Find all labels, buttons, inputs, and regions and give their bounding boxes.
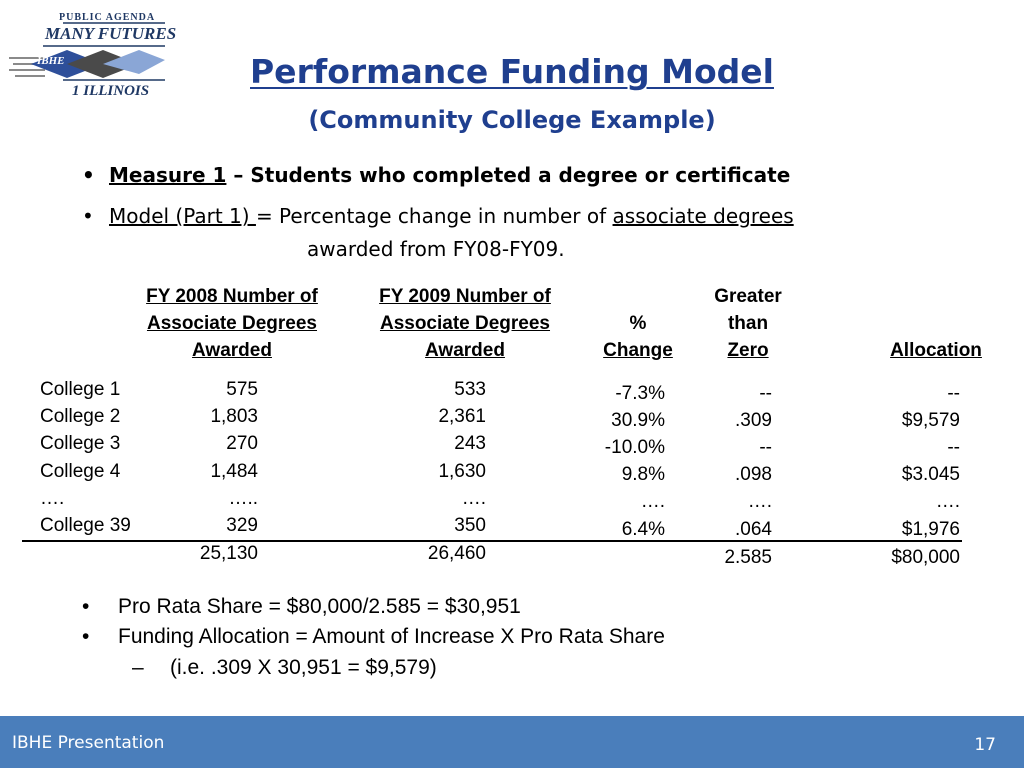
fy09-value: 243 — [454, 433, 486, 454]
header-fy2008 — [117, 283, 347, 364]
fy09-value: …. — [461, 488, 486, 509]
fy08-value: 1,803 — [210, 406, 258, 427]
fy08-value: 1,484 — [210, 461, 258, 482]
allocation-value: -- — [947, 383, 960, 404]
bullet-dot: • — [82, 625, 90, 648]
pct-change-value: 30.9% — [611, 410, 665, 431]
pct-change-value: -10.0% — [604, 437, 665, 458]
allocation-total: $80,000 — [891, 547, 960, 568]
fy08-value: 329 — [226, 515, 258, 536]
greater-than-zero-value: -- — [759, 437, 772, 458]
pct-change-value: …. — [640, 491, 665, 512]
measure-label: Measure 1 — [109, 163, 227, 187]
fy08-value: 270 — [226, 433, 258, 454]
header-greater-line1: Greater — [714, 286, 782, 307]
header-fy2009-line1: FY 2009 Number of — [379, 286, 551, 307]
header-fy2008-line2: Associate Degrees — [146, 313, 318, 334]
allocation-value: $9,579 — [901, 410, 960, 431]
bullet-measure — [82, 163, 791, 187]
logo-text-illinois: 1 ILLINOIS — [72, 83, 150, 99]
model-text-continued: awarded from FY08-FY09. — [307, 237, 565, 261]
pct-change-value: -7.3% — [615, 383, 665, 404]
greater-than-zero-total: 2.585 — [724, 547, 772, 568]
slide-number: 17 — [974, 735, 996, 755]
greater-than-zero-value: .064 — [735, 519, 772, 540]
fy09-value: 2,361 — [438, 406, 486, 427]
college-name: College 1 — [40, 379, 121, 400]
allocation-value: …. — [935, 491, 960, 512]
header-pct-line2: Change — [603, 340, 673, 361]
college-name: College 2 — [40, 406, 121, 427]
header-greater-line2: than — [727, 313, 769, 334]
header-fy2008-line1: FY 2008 Number of — [146, 286, 318, 307]
greater-than-zero-value: -- — [759, 383, 772, 404]
model-label: Model (Part 1) — [109, 204, 256, 228]
header-pct-change — [588, 310, 688, 364]
note-pro-rata — [82, 595, 521, 619]
note-example — [132, 656, 437, 680]
header-pct-line1: % — [629, 313, 647, 334]
header-greater-than-zero — [698, 283, 798, 364]
header-greater-line3: Zero — [727, 340, 769, 361]
fy09-total: 26,460 — [427, 543, 486, 564]
logo-text-agenda: PUBLIC AGENDA — [59, 12, 156, 23]
bullet-model — [82, 204, 794, 228]
allocation-value: $3.045 — [901, 464, 960, 485]
fy09-value: 1,630 — [438, 461, 486, 482]
dash-marker: – — [132, 656, 144, 679]
college-name: College 3 — [40, 433, 121, 454]
slide-title: Performance Funding Model — [250, 52, 774, 91]
logo-text-ibhe: IBHE — [37, 55, 65, 67]
allocation-value: $1,976 — [901, 519, 960, 540]
model-associate-degrees: associate degrees — [612, 204, 794, 228]
note-funding-text: Funding Allocation = Amount of Increase X Pro Rata Share — [118, 625, 665, 648]
footer-presentation-name: IBHE Presentation — [12, 733, 165, 753]
fy09-value: 350 — [454, 515, 486, 536]
model-text: = Percentage change in number of — [255, 204, 613, 228]
college-name: …. — [40, 488, 65, 509]
fy09-value: 533 — [454, 379, 486, 400]
allocation-value: -- — [947, 437, 960, 458]
header-allocation-label: Allocation — [890, 340, 982, 361]
header-allocation — [866, 337, 1006, 364]
logo-text-many-futures: MANY FUTURES — [45, 24, 177, 43]
note-pro-rata-text: Pro Rata Share = $80,000/2.585 = $30,951 — [118, 595, 521, 618]
greater-than-zero-value: …. — [747, 491, 772, 512]
header-fy2009-line2: Associate Degrees — [379, 313, 551, 334]
slide-footer — [0, 716, 1024, 768]
greater-than-zero-value: .098 — [735, 464, 772, 485]
bullet-dot: • — [82, 204, 94, 228]
greater-than-zero-value: .309 — [735, 410, 772, 431]
note-funding-allocation — [82, 625, 665, 649]
fy08-total: 25,130 — [199, 543, 258, 564]
fy08-value: 575 — [226, 379, 258, 400]
header-fy2009 — [350, 283, 580, 364]
college-name: College 4 — [40, 461, 121, 482]
measure-text: – Students who completed a degree or certificate — [226, 163, 791, 187]
header-fy2009-line3: Awarded — [425, 340, 505, 361]
pct-change-value: 6.4% — [621, 519, 665, 540]
slide-subtitle: (Community College Example) — [308, 106, 716, 134]
bullet-dot: • — [82, 163, 95, 187]
fy08-value: ….. — [228, 488, 258, 509]
college-name: College 39 — [40, 515, 131, 536]
bullet-dot: • — [82, 595, 90, 618]
pct-change-value: 9.8% — [621, 464, 665, 485]
header-fy2008-line3: Awarded — [192, 340, 272, 361]
note-example-text: (i.e. .309 X 30,951 = $9,579) — [170, 656, 437, 679]
